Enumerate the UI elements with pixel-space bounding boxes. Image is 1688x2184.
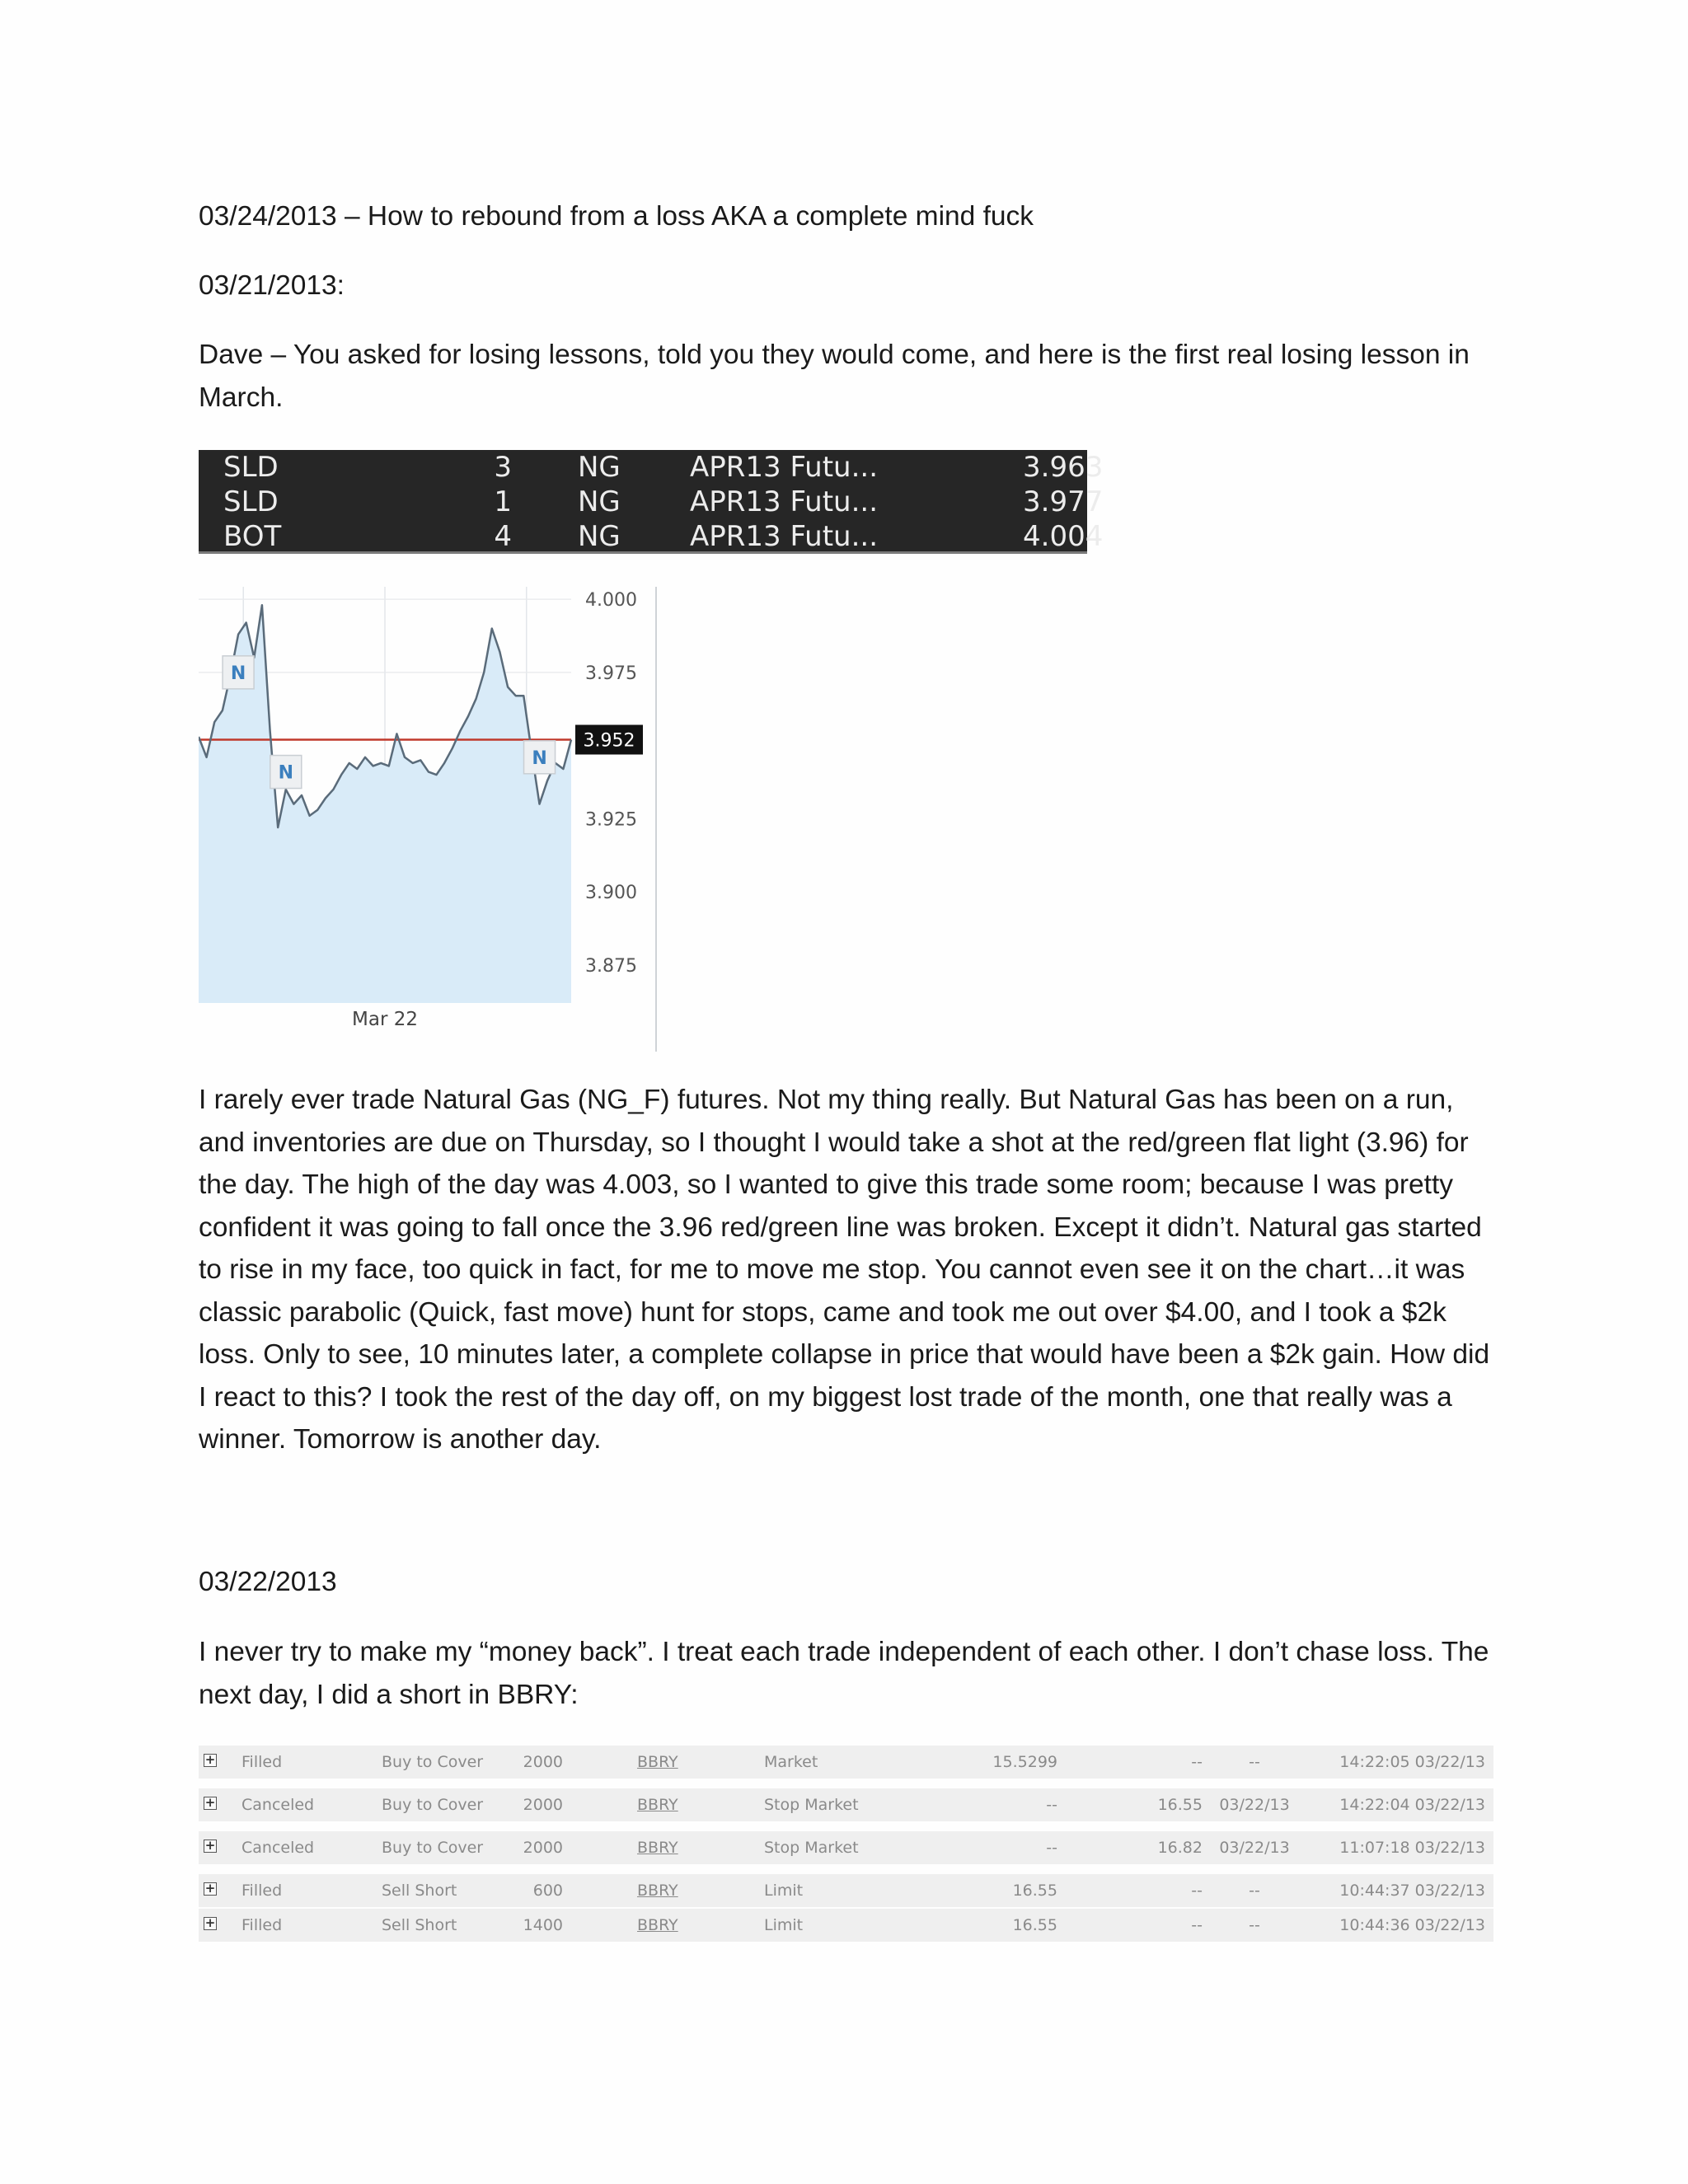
order-price: 16.55: [1012, 1882, 1057, 1900]
order-time: 11:07:18 03/22/13: [1339, 1839, 1485, 1857]
body-paragraph-2: I never try to make my “money back”. I treat each trade independent of each other. I don’t chase loss. The next day, I did a short in BBRY:: [199, 1637, 1489, 1710]
order-stop: --: [1191, 1916, 1203, 1934]
order-action: Sell Short: [382, 1916, 457, 1934]
chart-y-tick-label: 3.875: [585, 955, 637, 977]
fill-row: [199, 450, 1104, 485]
order-symbol-link[interactable]: BBRY: [637, 1753, 678, 1771]
order-date: 03/22/13: [1219, 1839, 1290, 1857]
order-type: Stop Market: [764, 1839, 859, 1857]
fill-row: [199, 519, 1104, 554]
order-qty: 2000: [523, 1753, 563, 1771]
order-time: 14:22:04 03/22/13: [1339, 1796, 1485, 1814]
order-row: [199, 1746, 1493, 1779]
order-date: --: [1249, 1753, 1260, 1771]
chart-price-badge-label: 3.952: [583, 730, 635, 752]
order-row: [199, 1909, 1493, 1942]
order-date: --: [1249, 1916, 1260, 1934]
fill-symbol: NG: [578, 520, 621, 553]
plus-box-icon[interactable]: +: [204, 1881, 216, 1896]
order-price: 16.55: [1012, 1916, 1057, 1934]
fill-qty: 1: [494, 485, 512, 518]
bbry-orders-table: [199, 1746, 1493, 1947]
ng-price-chart: [199, 587, 668, 1052]
fill-symbol: NG: [578, 451, 621, 484]
fill-description: APR13 Futu...: [690, 451, 879, 484]
chart-y-tick-label: 4.000: [585, 590, 637, 612]
order-type: Market: [764, 1753, 818, 1771]
plus-box-icon[interactable]: +: [204, 1752, 216, 1767]
fill-price: 3.963: [1023, 451, 1104, 484]
order-stop: 16.55: [1157, 1796, 1203, 1814]
order-qty: 2000: [523, 1796, 563, 1814]
order-symbol-link[interactable]: BBRY: [637, 1796, 678, 1814]
order-symbol-link[interactable]: BBRY: [637, 1916, 678, 1934]
fill-description: APR13 Futu...: [690, 485, 879, 518]
order-qty: 600: [532, 1882, 563, 1900]
chart-y-tick-label: 3.900: [585, 883, 637, 904]
plus-box-icon[interactable]: +: [204, 1795, 216, 1810]
order-qty: 1400: [523, 1916, 563, 1934]
plus-box-icon[interactable]: +: [204, 1915, 216, 1930]
chart-y-tick-label: 3.925: [585, 809, 637, 831]
date-heading-2: 03/22/2013: [199, 1567, 337, 1597]
order-status: Canceled: [241, 1839, 315, 1857]
order-price: --: [1046, 1796, 1057, 1814]
order-date: --: [1249, 1882, 1260, 1900]
intro-paragraph: Dave – You asked for losing lessons, told you they would come, and here is the first real losing lesson in March.: [199, 340, 1470, 413]
order-status: Filled: [241, 1916, 283, 1934]
order-time: 14:22:05 03/22/13: [1339, 1753, 1485, 1771]
order-row: [199, 1874, 1493, 1907]
order-stop: --: [1191, 1882, 1203, 1900]
fill-qty: 3: [494, 451, 512, 484]
fill-description: APR13 Futu...: [690, 520, 879, 553]
order-price: --: [1046, 1839, 1057, 1857]
chart-marker-label: N: [230, 663, 246, 684]
order-status: Filled: [241, 1882, 283, 1900]
chart-news-marker[interactable]: [270, 756, 302, 789]
chart-news-marker[interactable]: [223, 656, 254, 689]
order-time: 10:44:36 03/22/13: [1339, 1916, 1485, 1934]
fill-price: 4.004: [1023, 520, 1104, 553]
order-price: 15.5299: [992, 1753, 1057, 1771]
order-action: Buy to Cover: [382, 1839, 484, 1857]
order-type: Limit: [764, 1882, 804, 1900]
order-qty: 2000: [523, 1839, 563, 1857]
order-row: [199, 1831, 1493, 1864]
order-status: Canceled: [241, 1796, 315, 1814]
doc-title: 03/24/2013 – How to rebound from a loss AKA a complete mind fuck: [199, 201, 1034, 232]
fill-side: BOT: [223, 520, 282, 553]
order-time: 10:44:37 03/22/13: [1339, 1882, 1485, 1900]
date-heading-1: 03/21/2013:: [199, 270, 345, 301]
order-status: Filled: [241, 1753, 283, 1771]
trade-fills-table: [199, 450, 1104, 554]
order-symbol-link[interactable]: BBRY: [637, 1882, 678, 1900]
order-action: Buy to Cover: [382, 1796, 484, 1814]
fill-qty: 4: [494, 520, 512, 553]
order-symbol-link[interactable]: BBRY: [637, 1839, 678, 1857]
order-stop: --: [1191, 1753, 1203, 1771]
order-type: Limit: [764, 1916, 804, 1934]
plus-box-icon[interactable]: +: [204, 1838, 216, 1853]
chart-x-tick-label: Mar 22: [352, 1009, 418, 1030]
chart-marker-label: N: [532, 748, 547, 769]
order-type: Stop Market: [764, 1796, 859, 1814]
price-chart-svg: [199, 587, 668, 1052]
chart-marker-label: N: [278, 762, 293, 784]
order-date: 03/22/13: [1219, 1796, 1290, 1814]
fill-row: [199, 485, 1104, 519]
order-action: Buy to Cover: [382, 1753, 484, 1771]
order-stop: 16.82: [1157, 1839, 1203, 1857]
body-paragraph-1: I rarely ever trade Natural Gas (NG_F) futures. Not my thing really. But Natural Gas has been on a run, and inventories are due on Thursday, so I thought I would take a shot at the red/green flat light (3.96) for the day. The high of the day was 4.003, so I wanted to give this trade some room; because I was pretty confident it was going to fall once the 3.96 red/green line was broken. Except it didn’t. Natural gas started to rise in my face, too quick in fact, for me to move me stop. You cannot even see it on the chart…it was classic parabolic (Quick, fast move) hunt for stops, came and took me out over $4.00, and I took a $2k loss. Only to see, 10 minutes later, a complete collapse in price that would have been a $2k gain. How did I react to this? I took the rest of the day off, on my biggest lost trade of the month, one that really was a winner. Tomorrow is another day.: [199, 1085, 1490, 1455]
fill-side: SLD: [223, 451, 279, 484]
fill-side: SLD: [223, 485, 279, 518]
order-row: [199, 1788, 1493, 1821]
order-action: Sell Short: [382, 1882, 457, 1900]
chart-y-tick-label: 3.975: [585, 663, 637, 684]
fill-symbol: NG: [578, 485, 621, 518]
chart-news-marker[interactable]: [524, 741, 556, 774]
fill-price: 3.977: [1023, 485, 1104, 518]
